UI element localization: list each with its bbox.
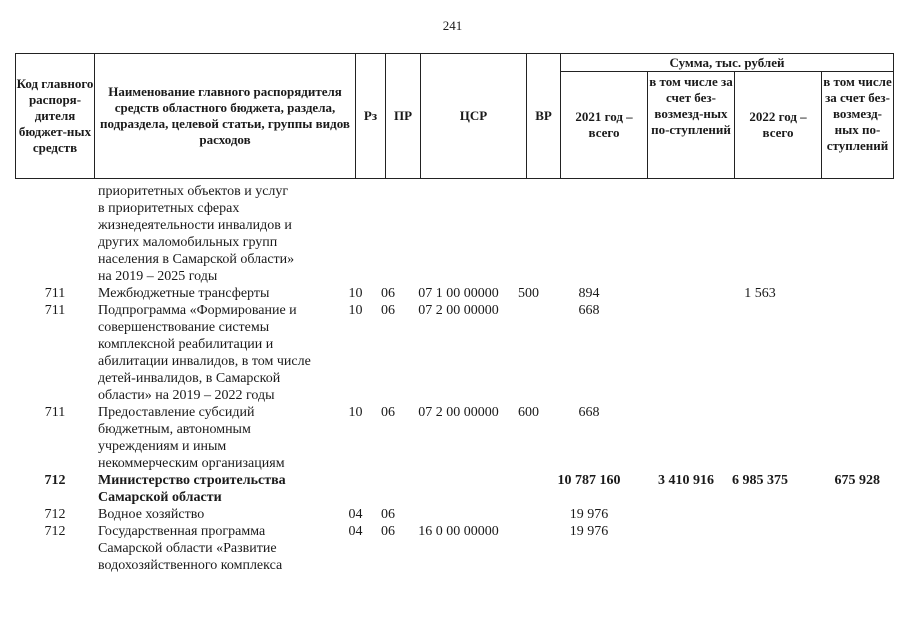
row-0-name-line: жизнедеятельности инвалидов и — [98, 218, 292, 233]
row-6-name-line: водохозяйственного комплекса — [98, 558, 283, 573]
row-6-pr: 06 — [381, 524, 395, 539]
table-header — [15, 53, 894, 179]
row-2-name-line: абилитации инвалидов, в том числе — [98, 354, 311, 369]
row-0-name-line: других маломобильных групп — [98, 235, 278, 250]
header-name: Наименование главного распорядителя средств областного бюджета, раздела, подраздела, целевой статьи, группы видов расходов — [94, 53, 356, 179]
row-0-name-line: приоритетных объектов и услуг — [98, 184, 289, 199]
row-0-name-line: на 2019 – 2025 годы — [98, 269, 218, 284]
row-4-s2021f: 3 410 916 — [658, 473, 714, 488]
row-2-csr: 07 2 00 00000 — [418, 303, 499, 318]
header-code: Код главного распоря-дителя бюджет-ных средств — [15, 53, 95, 179]
row-2-rz: 10 — [348, 303, 363, 318]
header-pr: ПР — [385, 53, 421, 179]
row-3-s2021: 668 — [578, 405, 600, 420]
row-4-s2022: 6 985 375 — [732, 473, 788, 488]
row-3-code: 711 — [44, 405, 66, 420]
row-6-name-line: Самарской области «Развитие — [98, 541, 277, 556]
row-3-name-line: некоммерческим организациям — [98, 456, 285, 471]
row-5-s2021: 19 976 — [569, 507, 609, 522]
row-1-csr: 07 1 00 00000 — [418, 286, 499, 301]
row-2-code: 711 — [44, 303, 66, 318]
row-5-code: 712 — [44, 507, 66, 522]
row-6-s2021: 19 976 — [569, 524, 609, 539]
row-3-csr: 07 2 00 00000 — [418, 405, 499, 420]
row-3-name-line: бюджетным, автономным — [98, 422, 251, 437]
row-2-name-line: детей-инвалидов, в Самарской — [98, 371, 281, 386]
row-3-pr: 06 — [381, 405, 395, 420]
row-1-s2022: 1 563 — [744, 286, 776, 301]
header-2021: 2021 год – всего — [560, 71, 648, 179]
row-4-name-line: Министерство строительства — [98, 473, 286, 488]
row-1-rz: 10 — [348, 286, 363, 301]
row-1-pr: 06 — [381, 286, 395, 301]
row-5-name-line: Водное хозяйство — [98, 507, 205, 522]
row-5-pr: 06 — [381, 507, 395, 522]
header-2022: 2022 год – всего — [734, 71, 822, 179]
row-4-name-line: Самарской области — [98, 490, 222, 505]
row-6-name-line: Государственная программа — [98, 524, 266, 539]
header-csr: ЦСР — [420, 53, 527, 179]
row-4-s2022f: 675 928 — [834, 473, 880, 488]
header-rz: Рз — [355, 53, 386, 179]
row-1-name-line: Межбюджетные трансферты — [98, 286, 270, 301]
header-2022-free: в том числе за счет без-возмезд-ных по-ступлений — [821, 71, 894, 179]
row-1-code: 711 — [44, 286, 66, 301]
header-2021-free: в том числе за счет без-возмезд-ных по-ступлений — [647, 71, 735, 179]
row-0-name-line: населения в Самарской области» — [98, 252, 295, 267]
row-2-name-line: совершенствование системы — [98, 320, 270, 335]
row-2-name-line: Подпрограмма «Формирование и — [98, 303, 297, 318]
row-6-csr: 16 0 00 00000 — [418, 524, 499, 539]
row-1-vr: 500 — [518, 286, 539, 301]
row-3-name-line: учреждениям и иным — [98, 439, 227, 454]
row-3-vr: 600 — [518, 405, 539, 420]
row-6-rz: 04 — [348, 524, 363, 539]
row-0-name-line: в приоритетных сферах — [98, 201, 240, 216]
row-3-rz: 10 — [348, 405, 363, 420]
page-number: 241 — [442, 18, 463, 33]
row-2-s2021: 668 — [578, 303, 600, 318]
row-2-name-line: области» на 2019 – 2022 годы — [98, 388, 275, 403]
row-4-s2021: 10 787 160 — [557, 473, 621, 488]
row-3-name-line: Предоставление субсидий — [98, 405, 255, 420]
row-5-rz: 04 — [348, 507, 363, 522]
row-2-name-line: комплексной реабилитации и — [98, 337, 274, 352]
row-6-code: 712 — [44, 524, 66, 539]
header-vr: ВР — [526, 53, 561, 179]
header-sum: Сумма, тыс. рублей — [560, 53, 894, 72]
row-1-s2021: 894 — [578, 286, 600, 301]
row-2-pr: 06 — [381, 303, 395, 318]
row-4-code: 712 — [44, 473, 66, 488]
